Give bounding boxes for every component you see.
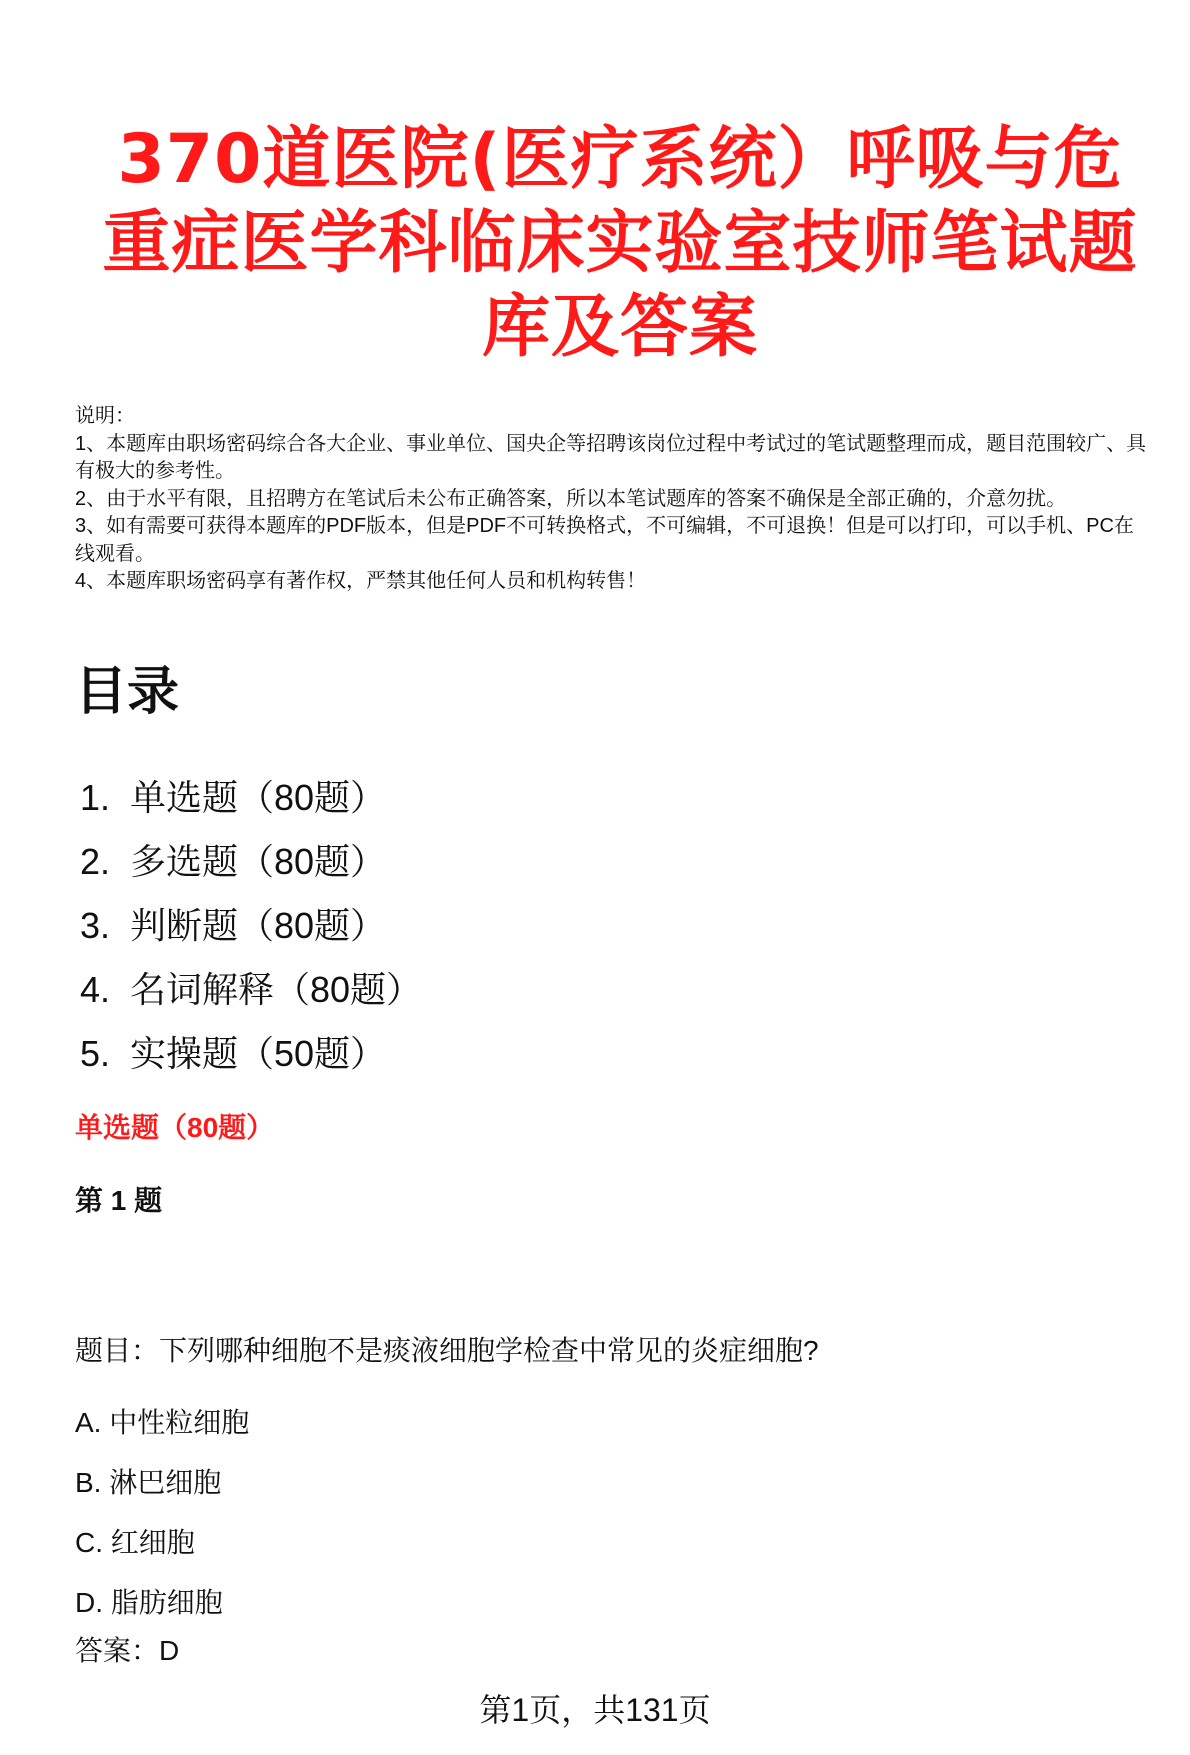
- notes-block: [75, 403, 1150, 596]
- toc-heading: 目录: [75, 662, 180, 722]
- notes-heading: 说明：: [75, 405, 135, 427]
- option-a: A. 中性粒细胞: [75, 1407, 250, 1438]
- document-title: 370道医院(医疗系统）呼吸与危重症医学科临床实验室技师笔试题库及答案: [102, 120, 1138, 367]
- note-item: 4、本题库职场密码享有著作权，严禁其他任何人员和机构转售！: [75, 570, 647, 592]
- toc-item-number: 3.: [80, 905, 111, 946]
- toc-item-number: 4.: [80, 969, 111, 1010]
- toc-item-label: 实操题（50题）: [130, 1033, 387, 1074]
- option-c: C. 红细胞: [75, 1527, 195, 1558]
- question-number: 第 1 题: [75, 1185, 163, 1216]
- option-d: D. 脂肪细胞: [75, 1587, 223, 1618]
- toc-item-number: 2.: [80, 841, 111, 882]
- toc-item-label: 单选题（80题）: [130, 777, 387, 818]
- question-answer: 答案：D: [75, 1635, 180, 1666]
- toc-item-label: 多选题（80题）: [130, 841, 387, 882]
- note-item: 2、由于水平有限，且招聘方在笔试后未公布正确答案，所以本笔试题库的答案不确保是全部正确的，介意勿扰。: [75, 487, 1067, 510]
- toc-item-label: 判断题（80题）: [130, 905, 387, 946]
- page-footer: 第1页，共131页: [479, 1692, 711, 1728]
- question-options: [75, 1393, 249, 1633]
- question-text: 题目：下列哪种细胞不是痰液细胞学检查中常见的炎症细胞?: [75, 1335, 819, 1366]
- note-item: 1、本题库由职场密码综合各大企业、事业单位、国央企等招聘该岗位过程中考试过的笔试题整理而成，题目范围较广、具有极大的参考性。: [75, 432, 1147, 482]
- option-b: B. 淋巴细胞: [75, 1467, 222, 1498]
- toc-item-multiple-choice[interactable]: [75, 830, 422, 894]
- toc-list: [75, 766, 422, 1086]
- toc-item-single-choice[interactable]: [75, 766, 422, 830]
- section-heading: 单选题（80题）: [75, 1112, 275, 1143]
- toc-item-practical[interactable]: [75, 1022, 422, 1086]
- toc-item-number: 1.: [80, 777, 111, 818]
- toc-item-true-false[interactable]: [75, 894, 422, 958]
- toc-item-label: 名词解释（80题）: [130, 969, 423, 1010]
- toc-item-number: 5.: [80, 1033, 111, 1074]
- note-item: 3、如有需要可获得本题库的PDF版本，但是PDF不可转换格式，不可编辑，不可退换！但是可以打印，可以手机、PC在线观看。: [75, 515, 1134, 565]
- toc-item-term-definition[interactable]: [75, 958, 422, 1022]
